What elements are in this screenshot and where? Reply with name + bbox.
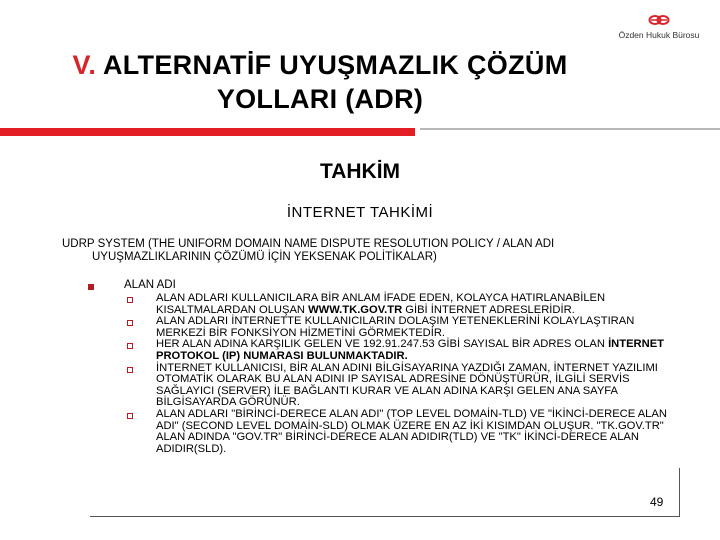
alan-adi-label: ALAN ADI [124,279,176,291]
footer-rule [90,516,680,517]
udrp-heading [62,238,692,264]
udrp-line-1: UDRP SYSTEM (THE UNIFORM DOMAIN NAME DISPUTE RESOLUTION POLICY / ALAN ADI [62,238,555,250]
hollow-square-bullet-icon [127,320,133,326]
hollow-square-bullet-icon [127,343,133,349]
firm-logo-text: Özden Hukuk Bürosu [618,30,700,40]
title-underline-red [0,128,415,136]
title-line-2: YOLLARI (ADR) [216,84,424,114]
list-item [124,316,684,339]
list-item [124,339,684,362]
section-subheading: İNTERNET TAHKİMİ [286,204,434,221]
alan-adi-list [124,293,684,455]
firm-logo-icon [648,12,670,28]
section-heading: TAHKİM [319,160,401,183]
firm-logo [604,12,714,40]
title-line-1: ALTERNATİF UYUŞMAZLIK ÇÖZÜM [102,50,568,80]
list-item-bold: İNTERNET PROTOKOL (IP) NUMARASI BULUNMAKTADIR. [156,338,664,362]
list-item-text: İNTERNET KULLANICISI, BİR ALAN ADINI BİLGİSAYARINA YAZDIĞI ZAMAN, İNTERNET YAZILIMI OTOMATİK OLARAK BU ALAN ADINI IP SAYISAL ADRESİNE DÖNÜŞTÜRÜR, İLGİLİ SERVİS SAĞLAYICI (SERVER) İLE BAĞLANTI KURAR VE ALAN ADINA KARŞI GELEN ANA SAYFA BİLGİSAYARDA GÖRÜNÜR. [156,361,658,409]
list-item [124,409,684,455]
list-item [124,363,684,409]
hollow-square-bullet-icon [127,297,133,303]
title-underline-gray [420,128,720,130]
square-bullet-icon [88,284,94,290]
slide-title [40,48,600,116]
list-item-bold: WWW.TK.GOV.TR [308,303,403,316]
list-item-text: ALAN ADLARI KULLANICILARA BİR ANLAM İFADE EDEN, KOLAYCA HATIRLANABİLEN KISALTMALARDAN OLUŞAN [156,292,606,316]
udrp-line-2: UYUŞMAZLIKLARININ ÇÖZÜMÜ İÇİN YEKSENAK POLİTİKALAR) [92,251,437,263]
list-item-text-end: GİBİ İNTERNET ADRESLERİDİR. [402,303,575,316]
hollow-square-bullet-icon [127,367,133,373]
footer-vertical-rule [679,468,680,516]
list-item-text: ALAN ADLARI İNTERNETTE KULLANICILARIN DOLAŞIM YETENEKLERİNİ KOLAYLAŞTIRAN MERKEZİ BİR FONKSİYON HİZMETİNİ GÖRMEKTEDİR. [156,315,635,339]
page-number: 49 [650,495,664,509]
list-item [124,293,684,316]
list-item-text: HER ALAN ADINA KARŞILIK GELEN VE 192.91.247.53 GİBİ SAYISAL BİR ADRES OLAN [156,338,609,351]
list-item-text: ALAN ADLARI "BİRİNCİ-DERECE ALAN ADI" (TOP LEVEL DOMAİN-TLD) VE "İKİNCİ-DERECE ALAN ADI" (SECOND LEVEL DOMAİN-SLD) OLMAK ÜZERE EN AZ İKİ KISIMDAN OLUŞUR. "TK.GOV.TR" ALAN ADINDA "GOV.TR" BİRİNCİ-DERECE ALAN ADIDIR(TLD) VE "TK" İKİNCİ-DERECE ALAN ADIDIR(SLD). [156,407,667,455]
title-roman-numeral: V. [72,50,97,80]
hollow-square-bullet-icon [127,413,133,419]
